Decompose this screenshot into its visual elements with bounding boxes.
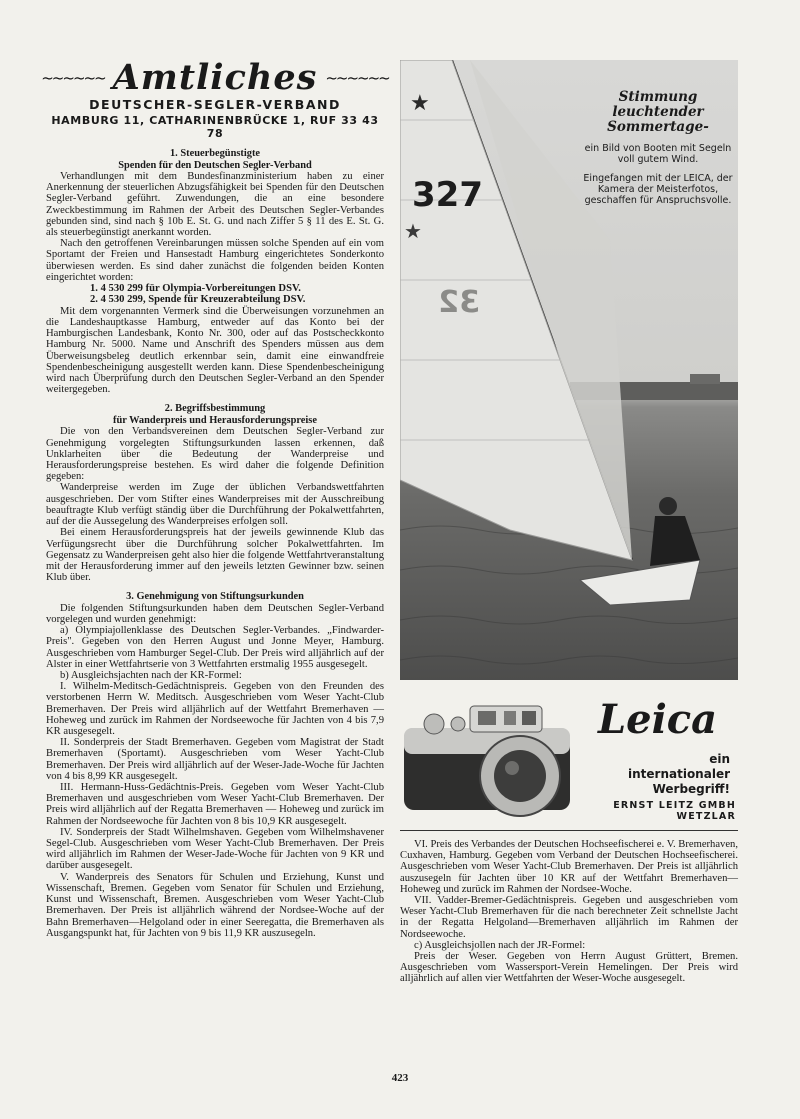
paragraph: II. Sonderpreis der Stadt Bremerhaven. Gegeben vom Magistrat der Stadt Bremerhaven (Sportamt). Ausgeschrieben vom Weser Yacht-Club Bremerhaven. Der Preis wird alljährlich auf der Weser-Jade-Woche für Jachten von 4 bis 8,99 KR ausgesegelt. <box>46 737 384 782</box>
leica-ad-block <box>400 680 738 830</box>
release-button <box>451 717 465 731</box>
section-2 <box>46 403 384 583</box>
sail-number: 327 <box>412 175 483 215</box>
section-title: Amtliches <box>112 57 318 98</box>
account-item-2: 2. 4 530 299, Spende für Kreuzerabteilung DSV. <box>90 294 306 306</box>
paragraph: VI. Preis des Verbandes der Deutschen Hochseefischerei e. V. Bremerhaven, Cuxhaven, Hamburg. Gegeben vom Verband der Deutschen Hochseefischerei. Ausgeschrieben vom Weser Yacht-Club Bremerhaven. Der Preis ist alljährlich auszusegeln für Jachten über 10 KR auf der Wettfahrt Bremerhaven—Hoheweg und zurück im Rahmen der Nordsee-Woche. <box>400 839 738 895</box>
ad-slogan-line: ein internationaler <box>628 752 730 781</box>
shore-building <box>690 374 720 384</box>
section-3 <box>46 591 384 939</box>
star-emblem-lower: ★ <box>404 219 422 243</box>
paragraph: Verhandlungen mit dem Bundesfinanzministerium haben zu einer Anerkennung der steuerlichen Abzugsfähigkeit bei Spenden für den Deutschen Segler-Verband geführt. Zuwendungen, die an eine besondere Zweckbestimmung im Rahmen der Arbeit des Deutschen Segler-Verbandes gebunden sind, sind nach § 10b E. St. G. und nach Ziffer 5 § 11 des E. St. G. als steuerbegünstigt anerkannt worden. <box>46 171 384 239</box>
left-column <box>41 57 389 939</box>
section-2-heading: 2. Begriffsbestimmung <box>164 403 266 415</box>
right-column <box>400 60 738 985</box>
paragraph: VII. Vadder-Bremer-Gedächtnispreis. Gegeben und ausgeschrieben vom Weser Yacht-Club Bremerhaven für die nach berechneter Zeit schnellste Jacht in der Regatta Helgoland—Bremerhaven alljährlich im Rahmen der Nordseewoche. <box>400 895 738 940</box>
shutter-dial <box>424 714 444 734</box>
paragraph: a) Olympiajollenklasse des Deutschen Segler-Verbandes. „Findwarder-Preis". Gegeben von den Herren August und Jonne Meyer, Hamburg. Ausgeschrieben vom Hamburger Segel-Club. Der Preis wird alljährlich auf der Alster in einer Wettfahrtserie von 3 Wettfahrten erstmalig 1955 ausgesegelt. <box>46 625 384 670</box>
paragraph: Bei einem Herausforderungspreis hat der jeweils gewinnende Klub das Verfügungsrecht über die Durchführung solcher Pokalwettfahrten. Im Gegensatz zu Wanderpreisen geht also hier die folgende Wettfahrtveranstaltung mit der Herausforderung immer auf den jeweils letzten Gewinner bzw. seinen Klub über. <box>46 527 384 584</box>
page-number: 423 <box>391 1072 409 1084</box>
paragraph: Die folgenden Stiftungsurkunden haben dem Deutschen Segler-Verband vorgelegen und wurden genehmigt: <box>46 602 384 626</box>
viewfinder-window <box>478 711 496 725</box>
wave-ornament-left: ~~~~~~ <box>41 68 105 87</box>
paragraph: Mit dem vorgenannten Vermerk sind die Überweisungen vorzunehmen an die Landeshauptkasse Hamburg, entweder auf das Konto bei der Hamburgischen Landesbank, Konto Nr. 300, oder auf das Postscheckkonto Hamburg Nr. 5000. Name und Anschrift des Spenders müssen aus dem Überweisungsbeleg deutlich erkennbar sein, damit eine einwandfreie Spendenbescheinigung ausgestellt werden kann. Diese Spendenbescheinigung wird nach Überprüfung durch den Deutschen Segler-Verband an den Spender weitergegeben. <box>46 305 384 396</box>
paragraph: Preis der Weser. Gegeben von Herrn August Grüttert, Bremen. Ausgeschrieben vom Wassersport-Verein Hemelingen. Der Preis wird alljährlich auf allen vier Wettfahrten der Weser-Woche ausgesegelt. <box>400 951 738 985</box>
lens-glass <box>494 750 546 802</box>
section-1-subheading: Spenden für den Deutschen Segler-Verband <box>118 159 312 171</box>
section-3-heading: 3. Genehmigung von Stiftungsurkunden <box>126 591 304 603</box>
account-item-1: 1. 4 530 299 für Olympia-Vorbereitungen DSV. <box>90 283 301 295</box>
rangefinder-window <box>504 711 516 725</box>
divider-rule <box>400 830 738 831</box>
ad-slogan <box>610 752 730 797</box>
organization-address: HAMBURG 11, CATHARINENBRÜCKE 1, RUF 33 43 78 <box>51 114 379 140</box>
ad-headline-line: Sommertage- <box>607 119 709 135</box>
sailboat-photo <box>400 60 738 680</box>
masthead <box>41 57 389 140</box>
paragraph: Nach den getroffenen Vereinbarungen müssen solche Spenden auf ein vom Sportamt der Freien und Hansestadt Hamburg eingerichtetes Sonderkonto überwiesen werden. Es sind daher zunächst die folgenden beiden Konten eingerichtet worden: <box>46 238 384 283</box>
organization-name: DEUTSCHER-SEGLER-VERBAND <box>89 97 341 112</box>
ad-intro <box>578 90 738 206</box>
wave-ornament-right: ~~~~~~ <box>325 68 389 87</box>
paragraph: b) Ausgleichsjachten nach der KR-Formel: <box>60 670 242 682</box>
ad-company: ERNST LEITZ GMBH WETZLAR <box>613 800 736 822</box>
paragraph: I. Wilhelm-Meditsch-Gedächtnispreis. Gegeben von den Freunden des verstorbenen Herrn W. Meditsch. Ausgeschrieben vom Weser Yacht-Club Bremerhaven. Der Preis wird alljährlich auf der Wettfahrt Bremerhaven — Hoheweg und zurück im Rahmen der Nordseewoche für Jachten von 4 bis 7,9 KR ausgesegelt. <box>46 681 384 738</box>
star-emblem-top: ★ <box>410 91 430 116</box>
paragraph: Wanderpreise werden im Zuge der üblichen Verbandswettfahrten ausgeschrieben. Der vom Stifter eines Wanderpreises mit der Ausschreibung beauftragte Klub verfügt ständig über die Durchführung der Pokalwettfahrten, auf der die Aussegelung des Wanderpreises erfolgen soll. <box>46 482 384 528</box>
viewfinder-window-right <box>522 711 536 725</box>
paragraph: Die von den Verbandsvereinen dem Deutschen Segler-Verband zur Genehmigung vorgelegten Stiftungsurkunden lassen erkennen, daß Unklarheiten über die Bedeutung der Wanderpreise und Herausforderungspreise bestehen. Es wird daher die folgende Definition gegeben: <box>46 426 384 483</box>
paragraph: III. Hermann-Huss-Gedächtnis-Preis. Gegeben vom Weser Yacht-Club Bremerhaven und ausgeschrieben vom Weser Yacht-Club Bremerhaven. Der Preis wird alljährlich auf der Regatta Bremerhaven — Hoheweg und zurück im Rahmen der Nordseewoche für Jachten von 8 bis 10,9 KR ausgesegelt. <box>46 782 384 827</box>
section-1 <box>46 148 384 395</box>
ad-headline-line: Stimmung <box>618 89 698 105</box>
leica-logo: Leica <box>598 696 718 743</box>
ad-subtext: Eingefangen mit der LEICA, der Kamera der Meisterfotos, geschaffen für Anspruchsvolle. <box>583 173 733 206</box>
hull <box>580 560 700 605</box>
paragraph: V. Wanderpreis des Senators für Schulen und Erziehung, Kunst und Wissenschaft, Bremen. Gegeben vom Senator für Schulen und Erziehung, Kunst und Wissenschaft, Bremen. Ausgeschrieben vom Weser Yacht-Club Bremerhaven. Der Preis ist alljährlich während der Nordsee-Woche auf der Bahn Bremerhaven—Helgoland oder in einer Seeregatta, die Bremerhaven als Ausgangspunkt hat, für Jachten von 9 bis 11,9 KR auszusegeln. <box>46 871 384 939</box>
paragraph: c) Ausgleichsjollen nach der JR-Formel: <box>414 939 586 951</box>
section-3-continued <box>400 839 738 985</box>
paragraph: IV. Sonderpreis der Stadt Wilhelmshaven. Gegeben vom Wilhelmshavener Segel-Club. Ausgeschrieben vom Weser Yacht-Club Bremerhaven. Der Preis wird alljährlich im Rahmen der Weser-Jade-Woche für Jachten von 9 KR und darüber ausgesegelt. <box>46 826 384 872</box>
section-1-heading: 1. Steuerbegünstigte <box>169 148 261 159</box>
ad-slogan-line: Werbegriff! <box>652 782 730 796</box>
sailor-body <box>650 516 700 566</box>
ad-subtext: ein Bild von Booten mit Segeln voll gutem Wind. <box>584 143 732 165</box>
camera-icon <box>400 680 578 830</box>
lens-reflection <box>505 761 519 775</box>
sailor-head <box>659 497 677 515</box>
sail-number-reflection: 32 <box>438 285 480 320</box>
section-2-subheading: für Wanderpreis und Herausforderungspreise <box>113 414 317 426</box>
ad-headline-line: leuchtender <box>612 104 704 120</box>
